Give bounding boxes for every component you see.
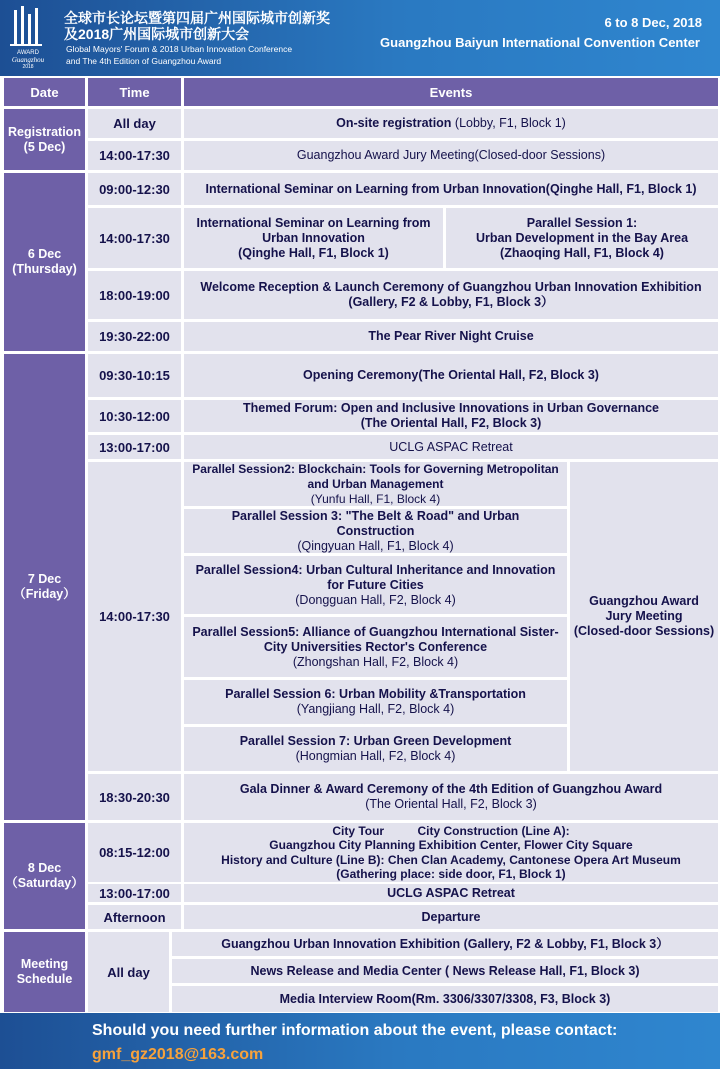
event-gala-dinner: Gala Dinner & Award Ceremony of the 4th Edition of Guangzhou Award (The Oriental Hall, F2, Block 3) (184, 774, 718, 820)
event-international-seminar: International Seminar on Learning from Urban Innovation(Qinghe Hall, F1, Block 1) (184, 173, 718, 205)
event-welcome-reception: Welcome Reception & Launch Ceremony of Guangzhou Urban Innovation Exhibition (Gallery, F2 & Lobby, F1, Block 3） (184, 271, 718, 319)
event-departure: Departure (184, 905, 718, 929)
title-chinese-line-1: 全球市长论坛暨第四届广州国际城市创新奖 (64, 10, 330, 26)
column-header-time: Time (88, 78, 181, 106)
event-parallel-session-3: Parallel Session 3: "The Belt & Road" and Urban Construction (Qingyuan Hall, F1, Block 4) (184, 509, 567, 553)
header-banner (0, 0, 720, 76)
date-meeting-schedule: Meeting Schedule (4, 932, 85, 1012)
time-cell: Afternoon (88, 905, 181, 929)
time-cell: 19:30-22:00 (88, 322, 181, 351)
event-parallel-session-2: Parallel Session2: Blockchain: Tools for Governing Metropolitan and Urban Management (Yunfu Hall, F1, Block 4) (184, 462, 567, 506)
schedule-table (4, 78, 718, 1012)
time-cell: 08:15-12:00 (88, 823, 181, 882)
time-cell: 13:00-17:00 (88, 884, 181, 902)
contact-text: Should you need further information about the event, please contact: (92, 1022, 618, 1039)
event-venue: Guangzhou Baiyun International Convention Center (380, 35, 700, 50)
event-dates: 6 to 8 Dec, 2018 (604, 15, 702, 30)
date-registration: Registration (5 Dec) (4, 109, 85, 170)
date-dec-8: 8 Dec （Saturday） (4, 823, 85, 929)
date-dec-6: 6 Dec (Thursday) (4, 173, 85, 351)
event-innovation-exhibition: Guangzhou Urban Innovation Exhibition (Gallery, F2 & Lobby, F1, Block 3） (172, 932, 718, 956)
column-header-events: Events (184, 78, 718, 106)
event-themed-forum: Themed Forum: Open and Inclusive Innovations in Urban Governance (The Oriental Hall, F2, Block 3) (184, 400, 718, 432)
time-cell: 13:00-17:00 (88, 435, 181, 459)
time-cell: 10:30-12:00 (88, 400, 181, 432)
event-parallel-session-5: Parallel Session5: Alliance of Guangzhou International Sister- City Universities Rector's Conference (Zhongshan Hall, F2, Block 4) (184, 617, 567, 677)
title-english-line-2: and The 4th Edition of Guangzhou Award (66, 56, 222, 66)
event-parallel-session-1: Parallel Session 1: Urban Development in the Bay Area (Zhaoqing Hall, F1, Block 4) (446, 208, 718, 268)
column-header-date: Date (4, 78, 85, 106)
svg-text:2018: 2018 (22, 64, 34, 70)
time-cell: All day (88, 932, 169, 1012)
event-guangzhou-award-jury: Guangzhou Award Jury Meeting (Closed-door Sessions) (570, 462, 718, 771)
time-cell: 09:00-12:30 (88, 173, 181, 205)
event-media-interview-room: Media Interview Room(Rm. 3306/3307/3308, F3, Block 3) (172, 986, 718, 1012)
event-parallel-session-4: Parallel Session4: Urban Cultural Inheritance and Innovation for Future Cities (Dongguan Hall, F2, Block 4) (184, 556, 567, 614)
svg-text:Guangzhou: Guangzhou (11, 56, 45, 64)
time-cell: 09:30-10:15 (88, 354, 181, 397)
event-uclg-retreat-dec8: UCLG ASPAC Retreat (184, 884, 718, 902)
time-cell: 14:00-17:30 (88, 208, 181, 268)
title-chinese-line-2: 及2018广州国际城市创新大会 (64, 26, 250, 42)
svg-text:AWARD: AWARD (17, 50, 39, 56)
guangzhou-award-logo (6, 4, 50, 70)
event-seminar-afternoon: International Seminar on Learning from Urban Innovation (Qinghe Hall, F1, Block 1) (184, 208, 443, 268)
time-cell: All day (88, 109, 181, 138)
event-onsite-registration: On-site registration (Lobby, F1, Block 1) (184, 109, 718, 138)
time-cell: 18:30-20:30 (88, 774, 181, 820)
event-parallel-session-6: Parallel Session 6: Urban Mobility &Transportation (Yangjiang Hall, F2, Block 4) (184, 680, 567, 724)
time-cell: 14:00-17:30 (88, 141, 181, 170)
event-city-tour: City Tour City Construction (Line A): Guangzhou City Planning Exhibition Center, Flower City Square History and Culture (Line B): Chen Clan Academy, Cantonese Opera Art Museum (Gathering place: side door, F1, Block 1) (184, 823, 718, 882)
date-dec-7: 7 Dec （Friday） (4, 354, 85, 820)
title-english-line-1: Global Mayors' Forum & 2018 Urban Innovation Conference (66, 44, 293, 54)
time-cell: 18:00-19:00 (88, 271, 181, 319)
event-jury-meeting: Guangzhou Award Jury Meeting(Closed-door Sessions) (184, 141, 718, 170)
contact-email[interactable]: gmf_gz2018@163.com (92, 1046, 264, 1063)
event-uclg-retreat: UCLG ASPAC Retreat (184, 435, 718, 459)
time-cell: 14:00-17:30 (88, 462, 181, 771)
event-parallel-session-7: Parallel Session 7: Urban Green Development (Hongmian Hall, F2, Block 4) (184, 727, 567, 771)
event-opening-ceremony: Opening Ceremony(The Oriental Hall, F2, Block 3) (184, 354, 718, 397)
event-news-release-center: News Release and Media Center ( News Release Hall, F1, Block 3) (172, 959, 718, 983)
footer-banner (0, 1013, 720, 1069)
event-night-cruise: The Pear River Night Cruise (184, 322, 718, 351)
